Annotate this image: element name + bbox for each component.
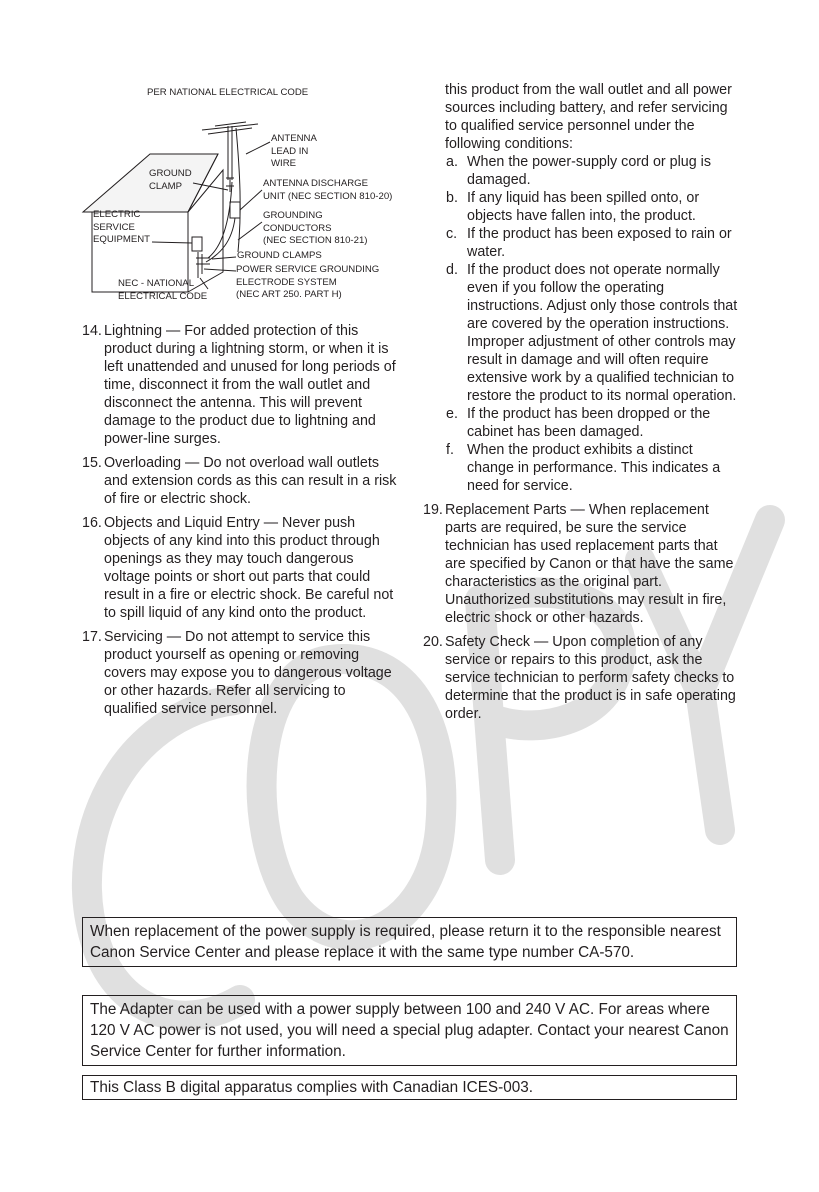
- list-item: 14. Lightning — For added protection of this product during a lightning storm, or when it is left unattended and unused for long periods of time, disconnect it from the wall outlet and disconnect the antenna. This will prevent damage to the product due to lightning and power-line surges.: [82, 323, 396, 447]
- grounding-conductors-label: GROUNDING CONDUCTORS (NEC SECTION 810-21): [263, 210, 368, 246]
- list-item: 20. Safety Check — Upon completion of any service or repairs to this product, ask the service technician to perform safety checks to determine that the product is in safe operating order.: [423, 634, 736, 722]
- notice-box-power-supply: When replacement of the power supply is required, please return it to the responsible nearest Canon Service Center and please replace it with the same type number CA-570.: [82, 917, 737, 967]
- condition-item: b. If any liquid has been spilled onto, or objects have fallen into, the product.: [446, 190, 700, 224]
- diagram-caption: PER NATIONAL ELECTRICAL CODE: [147, 87, 309, 98]
- discharge-unit-label: ANTENNA DISCHARGE UNIT (NEC SECTION 810-20): [263, 178, 393, 202]
- nec-label: NEC - NATIONAL ELECTRICAL CODE: [118, 278, 208, 302]
- intro-paragraph: this product from the wall outlet and all power sources including battery, and refer servicing to qualified service personnel under the following conditions:: [445, 82, 732, 152]
- ground-clamp-label: GROUND CLAMP: [149, 168, 192, 192]
- condition-item: e. If the product has been dropped or the cabinet has been damaged.: [446, 406, 711, 440]
- condition-item: c. If the product has been exposed to rain or water.: [446, 226, 732, 260]
- antenna-grounding-diagram: [80, 82, 410, 312]
- left-column: [82, 322, 398, 718]
- condition-item: f. When the product exhibits a distinct change in performance. This indicates a need for service.: [446, 442, 721, 494]
- list-item: 16. Objects and Liquid Entry — Never push objects of any kind into this product through openings as they may touch dangerous voltage points or short out parts that could result in a fire or electric shock. Be careful not to spill liquid of any kind onto the product.: [82, 515, 394, 621]
- notice-box-adapter: The Adapter can be used with a power supply between 100 and 240 V AC. For areas where 120 V AC power is not used, you will need a special plug adapter. Contact your nearest Canon Service Center for further information.: [82, 995, 737, 1066]
- condition-item: d. If the product does not operate normally even if you follow the operating instructions. Adjust only those controls that are covered by the operation instructions. Improper adjustment of other controls may result in damage and will often require extensive work by a qualified technician to restore the product to its normal operation.: [446, 262, 738, 404]
- condition-item: a. When the power-supply cord or plug is damaged.: [446, 154, 711, 188]
- ground-clamps-label: GROUND CLAMPS: [237, 250, 322, 261]
- right-column: [423, 81, 739, 723]
- antenna-lead-label: ANTENNA LEAD IN WIRE: [271, 133, 317, 169]
- electric-service-label: ELECTRIC SERVICE EQUIPMENT: [93, 209, 151, 245]
- power-service-label: POWER SERVICE GROUNDING ELECTRODE SYSTEM (NEC ART 250. PART H): [236, 264, 380, 300]
- list-item: 19. Replacement Parts — When replacement parts are required, be sure the service technician has used replacement parts that are specified by Canon or that have the same characteristics as the original part. Unauthorized substitutions may result in fire, electric shock or other hazards.: [423, 502, 734, 626]
- list-item: 17. Servicing — Do not attempt to service this product yourself as opening or removing covers may expose you to dangerous voltage or other hazards. Refer all servicing to qualified service personnel.: [82, 629, 392, 717]
- notice-box-ices: This Class B digital apparatus complies with Canadian ICES-003.: [82, 1075, 737, 1100]
- list-item: 15. Overloading — Do not overload wall outlets and extension cords as this can result in a risk of fire or electric shock.: [82, 455, 397, 507]
